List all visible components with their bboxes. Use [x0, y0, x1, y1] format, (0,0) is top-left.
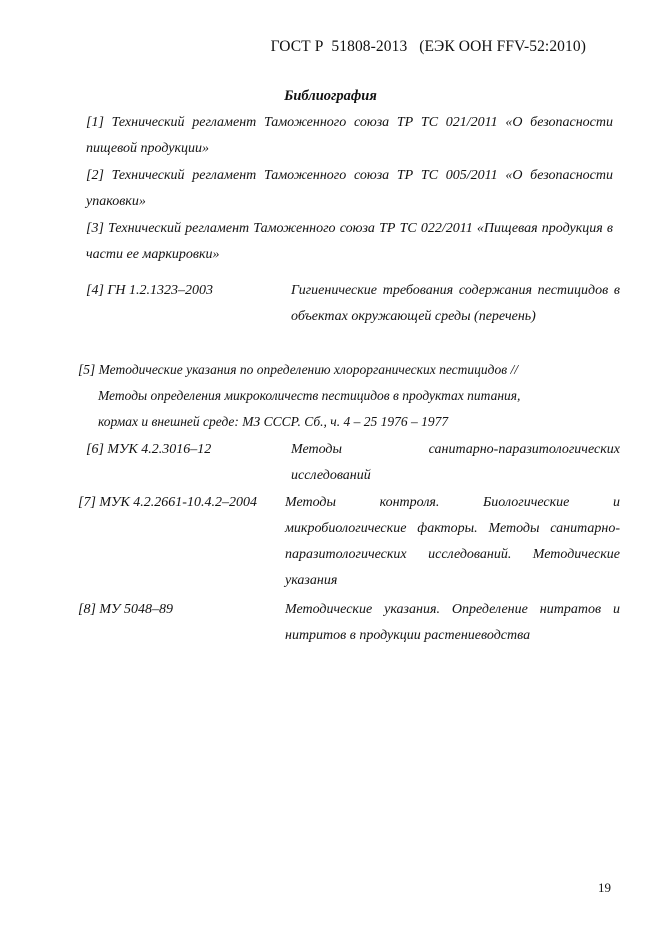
document-header: ГОСТ Р 51808-2013 (ЕЭК ООН FFV-52:2010) [270, 38, 586, 55]
reference-4-label: [4] ГН 1.2.1323–2003 [86, 283, 213, 298]
reference-6-label: [6] МУК 4.2.3016–12 [86, 442, 212, 457]
reference-2: [2] Технический регламент Таможенного союза ТР ТС 005/2011 «О безопасности упаковки» [86, 168, 613, 209]
reference-3: [3] Технический регламент Таможенного союза ТР ТС 022/2011 «Пищевая продукция в части ее маркировки» [86, 221, 613, 262]
reference-8-description: Методические указания. Определение нитратов и нитритов в продукции растениеводства [285, 602, 620, 643]
reference-5-line-1: [5] Методические указания по определению хлорорганических пестицидов // [78, 362, 518, 377]
reference-5 [78, 357, 618, 435]
reference-1: [1] Технический регламент Таможенного союза ТР ТС 021/2011 «О безопасности пищевой продукции» [86, 115, 613, 156]
reference-7-label: [7] МУК 4.2.2661-10.4.2–2004 [78, 495, 257, 510]
page-number: 19 [598, 880, 611, 895]
reference-8-label: [8] МУ 5048–89 [78, 602, 173, 617]
bibliography-title: Библиография [284, 88, 377, 104]
reference-6-description: Методы санитарно-паразитологических исследований [291, 442, 620, 483]
reference-5-line-2: Методы определения микроколичеств пестицидов в продуктах питания, [98, 388, 521, 403]
reference-5-line-3: кормах и внешней среде: МЗ СССР. Сб., ч. 4 – 25 1976 – 1977 [98, 414, 449, 429]
reference-7-description: Методы контроля. Биологические и микробиологические факторы. Методы санитарно-паразитологических исследований. Методические указания [285, 495, 620, 588]
reference-4-description: Гигиенические требования содержания пестицидов в объектах окружающей среды (перечень) [291, 283, 620, 324]
